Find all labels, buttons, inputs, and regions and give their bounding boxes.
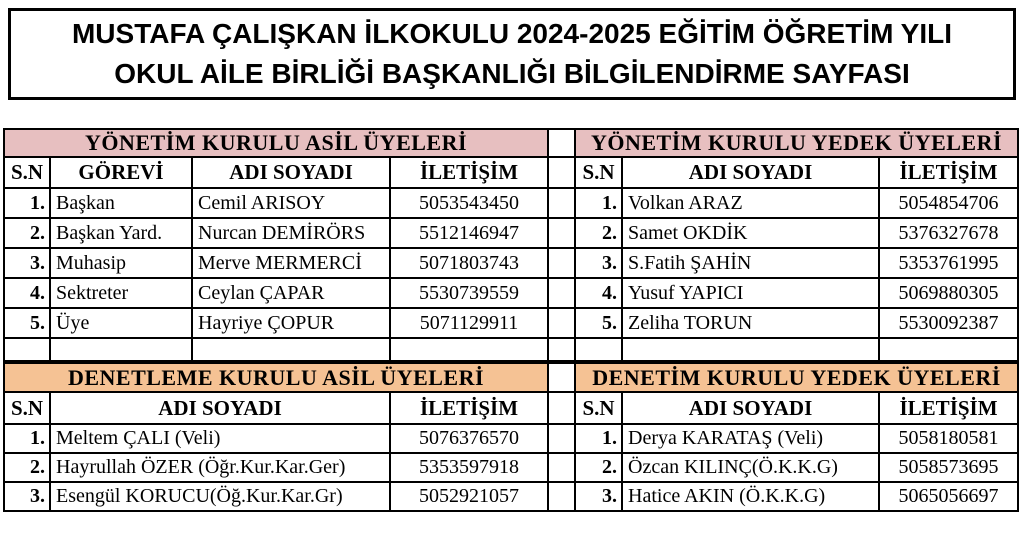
spacer-cell <box>548 308 575 338</box>
tables-area <box>3 128 1019 512</box>
page-title <box>8 8 1016 100</box>
section-title-yonetim-yedek: YÖNETİM KURULU YEDEK ÜYELERİ <box>575 129 1018 157</box>
spacer-cell <box>548 392 575 424</box>
empty-cell <box>192 338 390 361</box>
table-row <box>4 188 1018 218</box>
serial-cell: 1. <box>4 424 50 453</box>
role-cell: Muhasip <box>50 248 192 278</box>
empty-cell <box>4 338 50 361</box>
serial-cell: 2. <box>575 453 622 482</box>
col-header-sn: S.N <box>575 392 622 424</box>
col-header-iletisim: İLETİŞİM <box>879 392 1018 424</box>
col-header-sn: S.N <box>575 157 622 188</box>
serial-cell: 3. <box>4 248 50 278</box>
serial-cell: 2. <box>575 218 622 248</box>
serial-cell: 1. <box>575 188 622 218</box>
section-header-row <box>4 363 1018 392</box>
phone-cell: 5071129911 <box>390 308 548 338</box>
name-cell: Ceylan ÇAPAR <box>192 278 390 308</box>
table-row <box>4 218 1018 248</box>
serial-cell: 1. <box>4 188 50 218</box>
name-cell: Esengül KORUCU(Öğ.Kur.Kar.Gr) <box>50 482 390 511</box>
phone-cell: 5353761995 <box>879 248 1018 278</box>
spacer-cell <box>548 278 575 308</box>
role-cell: Başkan Yard. <box>50 218 192 248</box>
phone-cell: 5376327678 <box>879 218 1018 248</box>
spacer-cell <box>548 157 575 188</box>
col-header-adi-soyadi: ADI SOYADI <box>622 392 879 424</box>
phone-cell: 5052921057 <box>390 482 548 511</box>
serial-cell: 4. <box>575 278 622 308</box>
phone-cell: 5530739559 <box>390 278 548 308</box>
spacer-cell <box>548 188 575 218</box>
serial-cell: 1. <box>575 424 622 453</box>
spacer-cell <box>548 338 575 361</box>
section-title-yonetim-asil: YÖNETİM KURULU ASİL ÜYELERİ <box>4 129 548 157</box>
phone-cell: 5512146947 <box>390 218 548 248</box>
table-row <box>4 482 1018 511</box>
spacer-cell <box>548 453 575 482</box>
page-title-line2: OKUL AİLE BİRLİĞİ BAŞKANLIĞI BİLGİLENDİRME SAYFASI <box>114 58 910 89</box>
col-header-adi-soyadi: ADI SOYADI <box>622 157 879 188</box>
table-row <box>4 453 1018 482</box>
col-header-adi-soyadi: ADI SOYADI <box>50 392 390 424</box>
name-cell: Özcan KILINÇ(Ö.K.K.G) <box>622 453 879 482</box>
serial-cell: 3. <box>575 248 622 278</box>
table-row <box>4 424 1018 453</box>
role-cell: Üye <box>50 308 192 338</box>
phone-cell: 5069880305 <box>879 278 1018 308</box>
serial-cell: 3. <box>575 482 622 511</box>
empty-cell <box>879 338 1018 361</box>
empty-row <box>4 338 1018 361</box>
name-cell: Zeliha TORUN <box>622 308 879 338</box>
phone-cell: 5530092387 <box>879 308 1018 338</box>
name-cell: Meltem ÇALI (Veli) <box>50 424 390 453</box>
phone-cell: 5053543450 <box>390 188 548 218</box>
column-header-row <box>4 392 1018 424</box>
yonetim-kurulu-table <box>3 128 1019 362</box>
section-title-denetleme-asil: DENETLEME KURULU ASİL ÜYELERİ <box>4 363 548 392</box>
name-cell: Hatice AKIN (Ö.K.K.G) <box>622 482 879 511</box>
section-header-row <box>4 129 1018 157</box>
serial-cell: 2. <box>4 218 50 248</box>
page-title-line1: MUSTAFA ÇALIŞKAN İLKOKULU 2024-2025 EĞİTİM ÖĞRETİM YILI <box>71 18 953 49</box>
phone-cell: 5054854706 <box>879 188 1018 218</box>
serial-cell: 5. <box>4 308 50 338</box>
column-header-row <box>4 157 1018 188</box>
phone-cell: 5076376570 <box>390 424 548 453</box>
empty-cell <box>390 338 548 361</box>
name-cell: Samet OKDİK <box>622 218 879 248</box>
serial-cell: 4. <box>4 278 50 308</box>
spacer-cell <box>548 482 575 511</box>
name-cell: Nurcan DEMİRÖRS <box>192 218 390 248</box>
phone-cell: 5058180581 <box>879 424 1018 453</box>
name-cell: Hayriye ÇOPUR <box>192 308 390 338</box>
name-cell: Merve MERMERCİ <box>192 248 390 278</box>
phone-cell: 5353597918 <box>390 453 548 482</box>
empty-cell <box>575 338 622 361</box>
name-cell: Derya KARATAŞ (Veli) <box>622 424 879 453</box>
col-header-iletisim: İLETİŞİM <box>390 392 548 424</box>
col-header-sn: S.N <box>4 392 50 424</box>
col-header-adi-soyadi: ADI SOYADI <box>192 157 390 188</box>
phone-cell: 5071803743 <box>390 248 548 278</box>
name-cell: Cemil ARISOY <box>192 188 390 218</box>
serial-cell: 5. <box>575 308 622 338</box>
name-cell: Volkan ARAZ <box>622 188 879 218</box>
serial-cell: 2. <box>4 453 50 482</box>
role-cell: Başkan <box>50 188 192 218</box>
name-cell: Yusuf YAPICI <box>622 278 879 308</box>
empty-cell <box>622 338 879 361</box>
section-title-denetim-yedek: DENETİM KURULU YEDEK ÜYELERİ <box>575 363 1018 392</box>
table-row <box>4 278 1018 308</box>
spacer-cell <box>548 129 575 157</box>
col-header-iletisim: İLETİŞİM <box>390 157 548 188</box>
spacer-cell <box>548 363 575 392</box>
col-header-iletisim: İLETİŞİM <box>879 157 1018 188</box>
phone-cell: 5065056697 <box>879 482 1018 511</box>
empty-cell <box>50 338 192 361</box>
name-cell: S.Fatih ŞAHİN <box>622 248 879 278</box>
col-header-gorevi: GÖREVİ <box>50 157 192 188</box>
role-cell: Sektreter <box>50 278 192 308</box>
spacer-cell <box>548 248 575 278</box>
spacer-cell <box>548 218 575 248</box>
table-row <box>4 308 1018 338</box>
table-row <box>4 248 1018 278</box>
col-header-sn: S.N <box>4 157 50 188</box>
phone-cell: 5058573695 <box>879 453 1018 482</box>
name-cell: Hayrullah ÖZER (Öğr.Kur.Kar.Ger) <box>50 453 390 482</box>
serial-cell: 3. <box>4 482 50 511</box>
denetleme-kurulu-table <box>3 362 1019 512</box>
spacer-cell <box>548 424 575 453</box>
